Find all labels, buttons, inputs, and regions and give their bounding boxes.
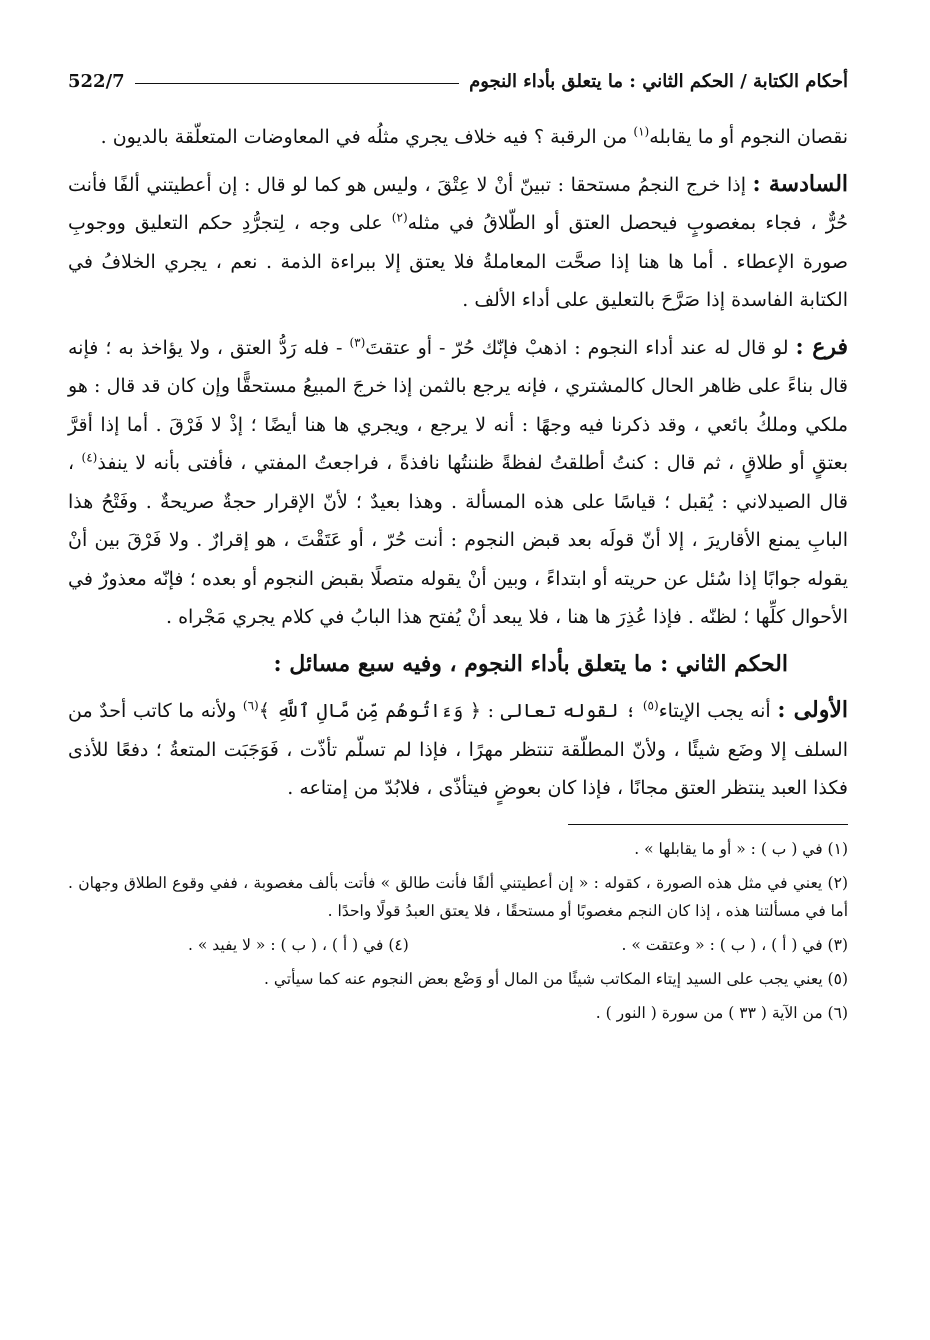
paragraph-text: ، قال الصيدلاني : يُقبل ؛ قياسًا على هذه المسألة . وهذا بعيدٌ ؛ لأنّ الإقرار حجةٌ صريحةٌ . وفَتْحُ هذا البابِ يمنع الأقاريرَ ، إلا أنّ قولَه بعد قبض النجوم : أنت حُرّ ، أو عَتَقْتَ ، هو إقرارٌ . ولا فَرْقَ بين أنْ يقوله جوابًا إذا سُئل عن حريته أو ابتداءً ، وبين أنْ يقوله متصلًا بقبض النجوم أو بعده ؛ فإنّه معذورٌ في الأحوال كلِّها ؛ لظنّه . فإذا عُذِرَ ها هنا ، فلا يبعد أنْ يُفتح هذا البابُ في كلام يجري مَجْراه .	[68, 452, 849, 628]
footnote: (٤) في ( أ ) ، ( ب ) : « لا يفيد » .	[188, 935, 409, 954]
section-lead: فرع :	[795, 333, 849, 360]
paragraph	[68, 691, 848, 808]
paragraph	[68, 118, 848, 157]
document-page	[68, 58, 848, 1318]
footnote: (١) في ( ب ) : « أو ما يقابلها » .	[634, 839, 848, 858]
paragraph	[68, 165, 848, 320]
paragraph-text: لو قال له عند أداء النجوم : اذهبْ فإنّك حُرّ - أو عتقتَ	[365, 336, 789, 359]
footnotes	[68, 835, 848, 1027]
footnote-ref: (٦)	[242, 698, 259, 713]
paragraph-text: على وجه ، لِتجرُّدِ حكم التعليق ووجوبِ صورة الإعطاء . أما ها هنا إذا صحَّت المعاملةُ فلا يعتق إلا ببراءة الذمة . نعم ، يجري الخلافُ في الكتابة الفاسدة إذا صَرَّحَ بالتعليق على أداء الألف .	[68, 212, 848, 311]
footnotes-divider	[568, 824, 848, 825]
footnote: (٣) في ( أ ) ، ( ب ) : « وعتقت » .	[621, 935, 848, 954]
footnote: (٢) يعني في مثل هذه الصورة ، كقوله : « إن أعطيتني ألفًا فأنت طالق » فأتت بألف مغصوبة ، ففي وقوع الطلاق وجهان . أما في مسألتنا هذه ، إذا كان النجم مغصوبًا أو مستحقًا ، فلا يعتق العبدُ قولًا واحدًا .	[68, 873, 848, 920]
footnote: (٥) يعني يجب على السيد إيتاء المكاتب شيئًا من المال أو وَضْع بعض النجوم عنه كما سيأتي .	[264, 969, 848, 988]
paragraph-text: من الرقبة ؟ فيه خلاف يجري مثلُه في المعاوضات المتعلّقة بالديون .	[100, 126, 628, 148]
footnote-ref: (٤)	[81, 450, 98, 465]
paragraph-text: ؛ لقوله تعالى : ﴿ وَءَاتُوهُم مِّن مَّالِ ٱللَّهِ ﴾	[258, 700, 637, 722]
footnote-ref: (٢)	[391, 210, 408, 225]
section-heading: الحكم الثاني : ما يتعلق بأداء النجوم ، وفيه سبع مسائل :	[273, 650, 788, 677]
paragraph-text: أنه يجب الإيتاء	[658, 700, 771, 722]
running-title: أحكام الكتابة / الحكم الثاني : ما يتعلق بأداء النجوم	[469, 71, 848, 92]
footnote-pair	[68, 931, 848, 959]
header-rule	[135, 83, 459, 84]
section-lead: السادسة :	[752, 170, 849, 197]
main-text	[68, 118, 848, 808]
paragraph-text: نقصان النجوم أو ما يقابله	[649, 126, 848, 148]
footnote-ref: (١)	[633, 124, 650, 139]
footnote-ref: (٥)	[642, 698, 659, 713]
footnote: (٦) من الآية ( ٣٣ ) من سورة ( النور ) .	[595, 1003, 848, 1022]
paragraph-text: إذا خرج النجمُ مستحقا : تبينّ أنْ لا عِتْقَ ، وليس هو كما لو قال : إن أعطيتني ألفًا فأنت حُرٌّ ، فجاء بمغصوبٍ فيحصل العتق أو الطّلاقُ في مثله	[68, 173, 848, 234]
paragraph-text: - فله رَدُّ العتق ، ولا يؤاخذ به ؛ فإنه قال بناءً على ظاهر الحال كالمشتري ، فإنه يرجع بالثمن إذا خرجَ المبيعُ مستحقًّا وإن كان قد قال : هو ملكي وملكُ بائعي ، وقد ذكرنا فيه وجهًا : أنه لا يرجع ، ويجري ها هنا أيضًا ؛ إذْ لا فَرْقَ . أما إذا أقرَّ بعتقٍ أو طلاقٍ ، ثم قال : كنتُ أطلقتُ لفظةً ظننتُها نافذةً ، فراجعتُ المفتي ، فأفتى بأنه لا ينفذ	[68, 336, 848, 474]
page-number: 522/7	[68, 71, 125, 92]
paragraph	[68, 328, 848, 637]
section-lead: الأولى :	[777, 697, 848, 723]
footnote-ref: (٣)	[349, 335, 366, 350]
page-header	[68, 58, 848, 92]
paragraph-text: ولأنه ما كاتب أحدٌ من السلف إلا وضَع شيئًا ، ولأنّ المطلّقة تنتظر مهرًا ، فإذا لم تسلّم تأذّت ، فَوَجَبَت المتعةُ ؛ دفعًا للأذى فكذا العبد ينتظر العتق مجانًا ، فإذا كان بعوضٍ فيتأذّى ، فلابُدّ من إمتاعه .	[68, 700, 848, 799]
